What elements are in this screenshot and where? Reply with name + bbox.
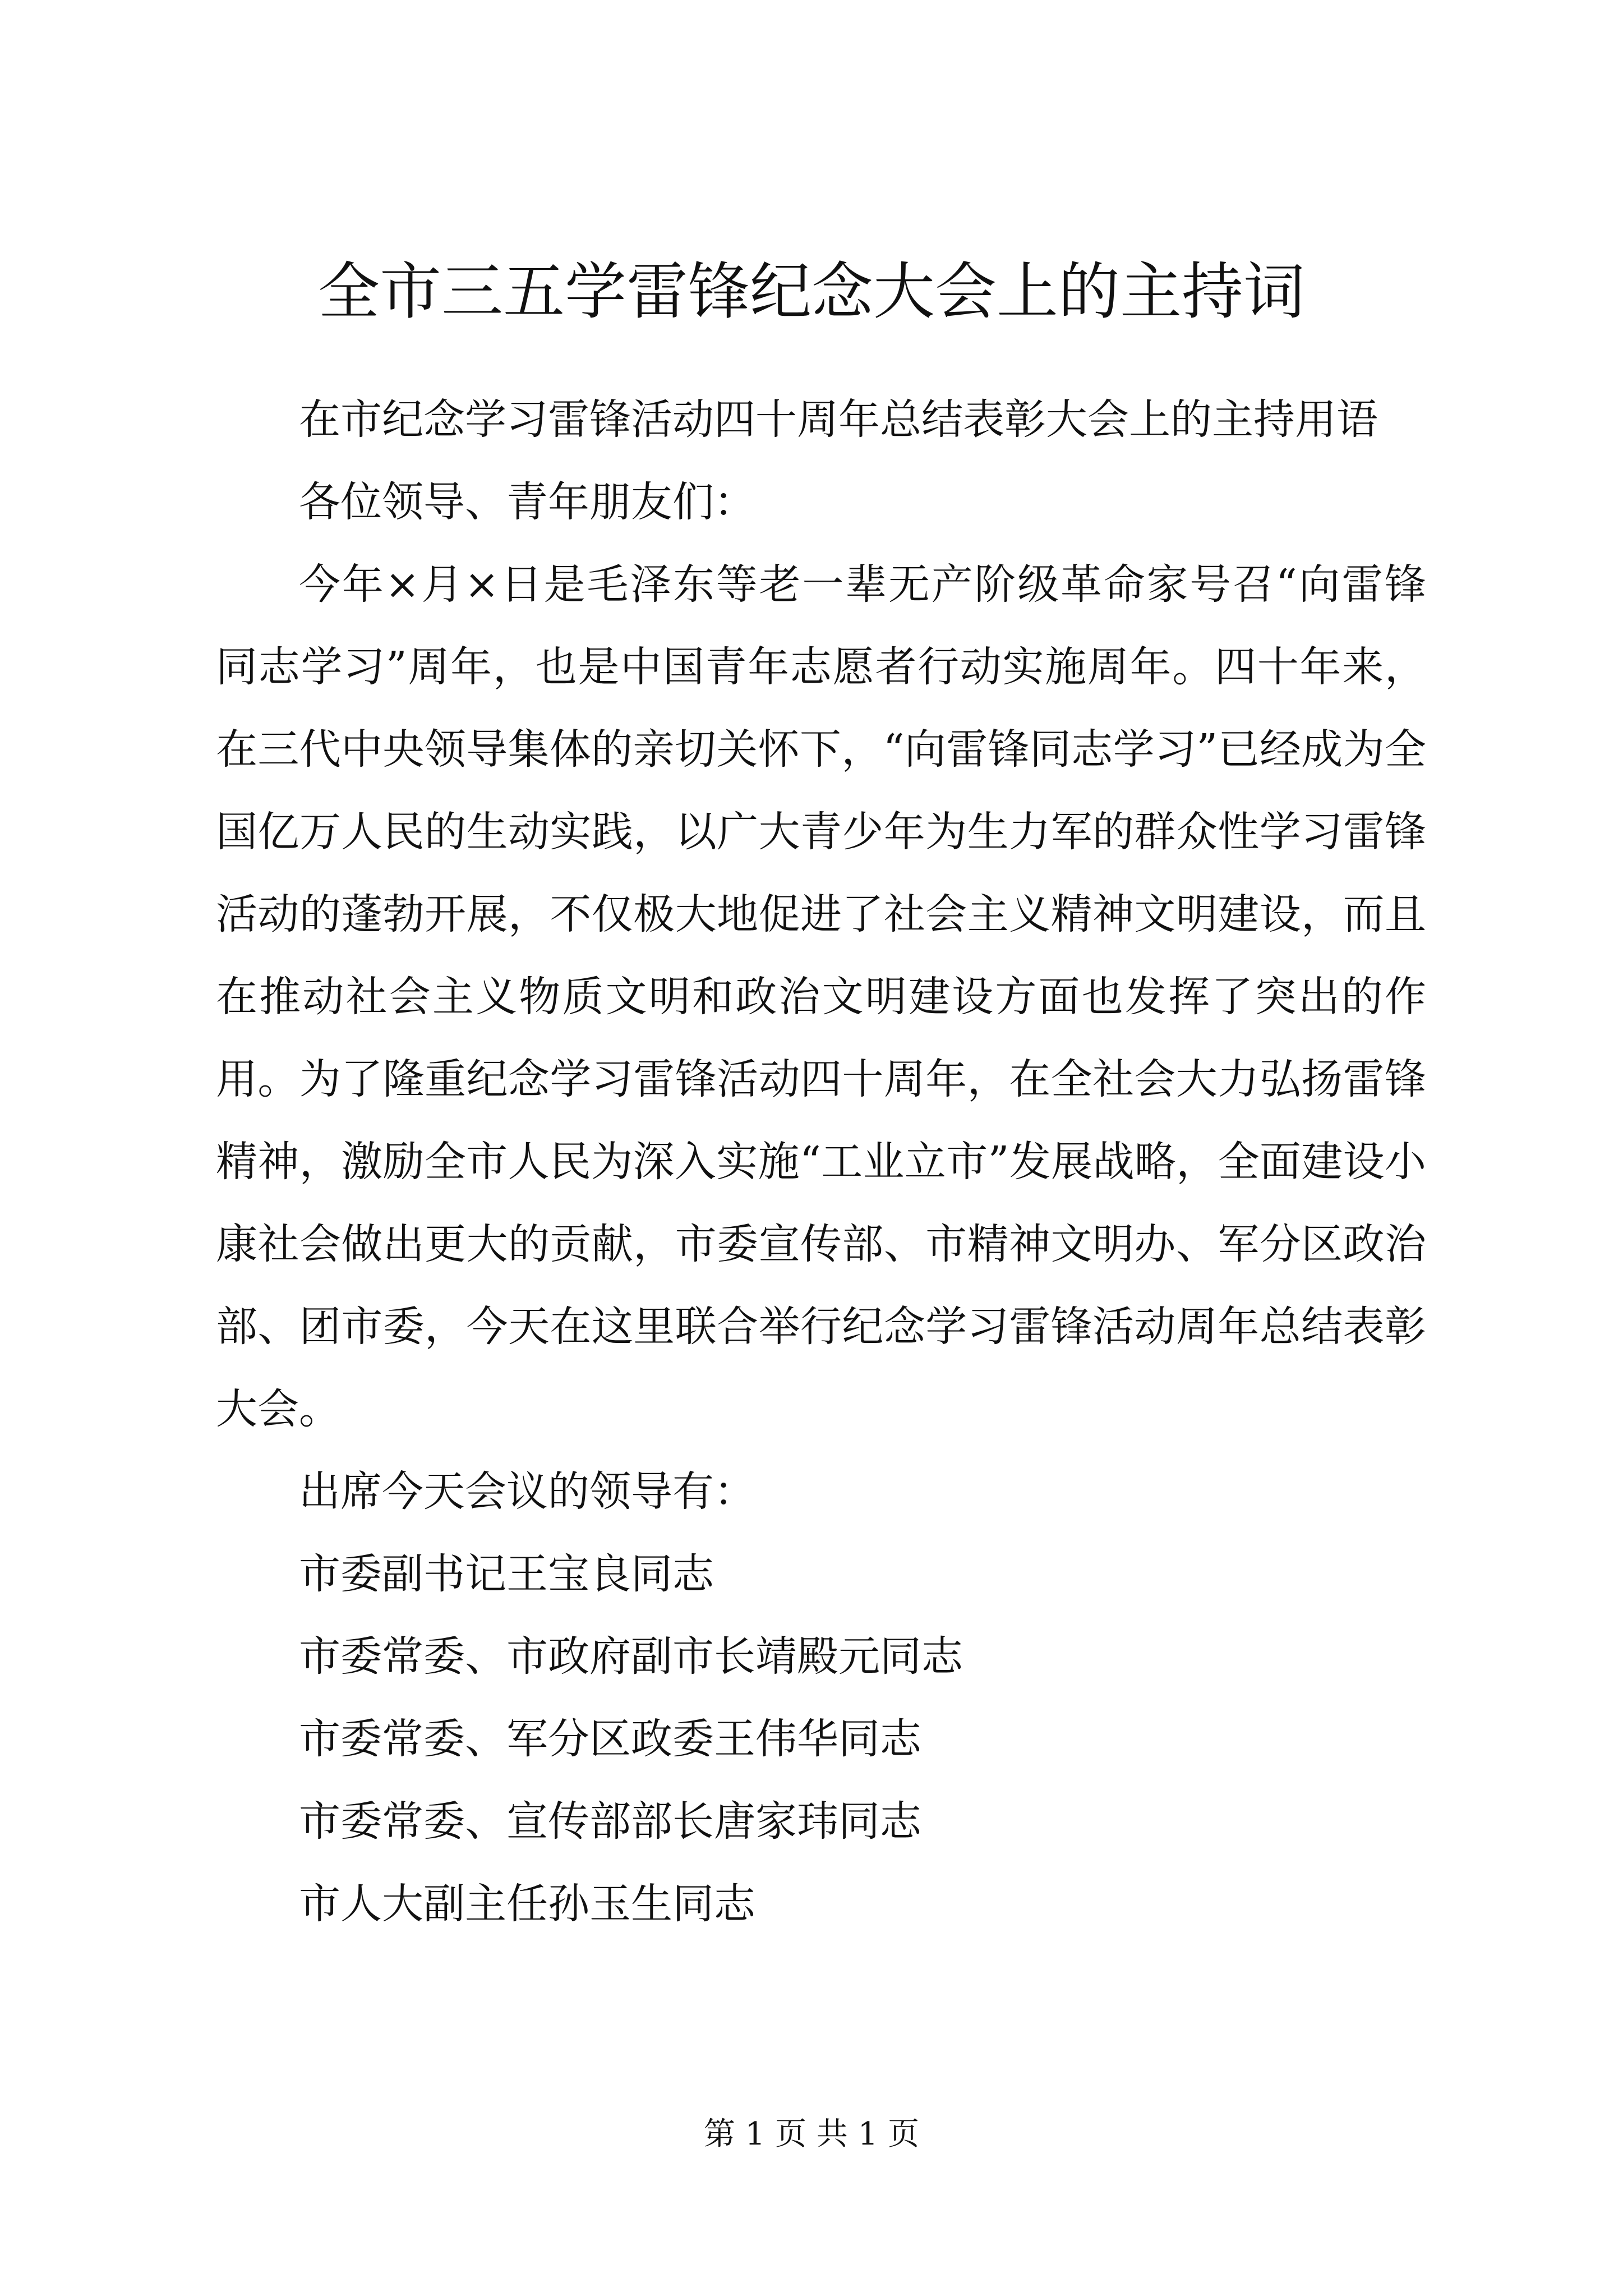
- attendee-line: 市委常委、军分区政委王伟华同志: [299, 1715, 921, 1763]
- subtitle-paragraph: 在市纪念学习雷锋活动四十周年总结表彰大会上的主持用语: [299, 395, 1378, 444]
- document-body: [216, 379, 1426, 1945]
- document-title: 全市三五学雷锋纪念大会上的主持词: [318, 256, 1305, 328]
- attendee-line: 市委常委、宣传部部长唐家玮同志: [299, 1797, 921, 1846]
- attendee-line: 市委常委、市政府副市长靖殿元同志: [299, 1632, 963, 1681]
- attendees-intro: 出席今天会议的领导有：: [299, 1467, 755, 1516]
- attendee-line: 市委副书记王宝良同志: [299, 1550, 714, 1598]
- page-number-footer: 第 1 页 共 1 页: [703, 2116, 920, 2152]
- attendee-line: 市人大副主任孙玉生同志: [299, 1880, 755, 1928]
- salutation-paragraph: 各位领导、青年朋友们：: [299, 478, 755, 526]
- body-paragraph: 今年×月×日是毛泽东等老一辈无产阶级革命家号召“向雷锋同志学习”周年，也是中国青年志愿者行动实施周年。四十年来，在三代中央领导集体的亲切关怀下，“向雷锋同志学习”已经成为全国亿万人民的生动实践，以广大青少年为生力军的群众性学习雷锋活动的蓬勃开展，不仅极大地促进了社会主义精神文明建设，而且在推动社会主义物质文明和政治文明建设方面也发挥了突出的作用。为了隆重纪念学习雷锋活动四十周年，在全社会大力弘扬雷锋精神，激励全市人民为深入实施“工业立市”发展战略，全面建设小康社会做出更大的贡献，市委宣传部、市精神文明办、军分区政治部、团市委，今天在这里联合举行纪念学习雷锋活动周年总结表彰大会。: [216, 560, 1426, 1433]
